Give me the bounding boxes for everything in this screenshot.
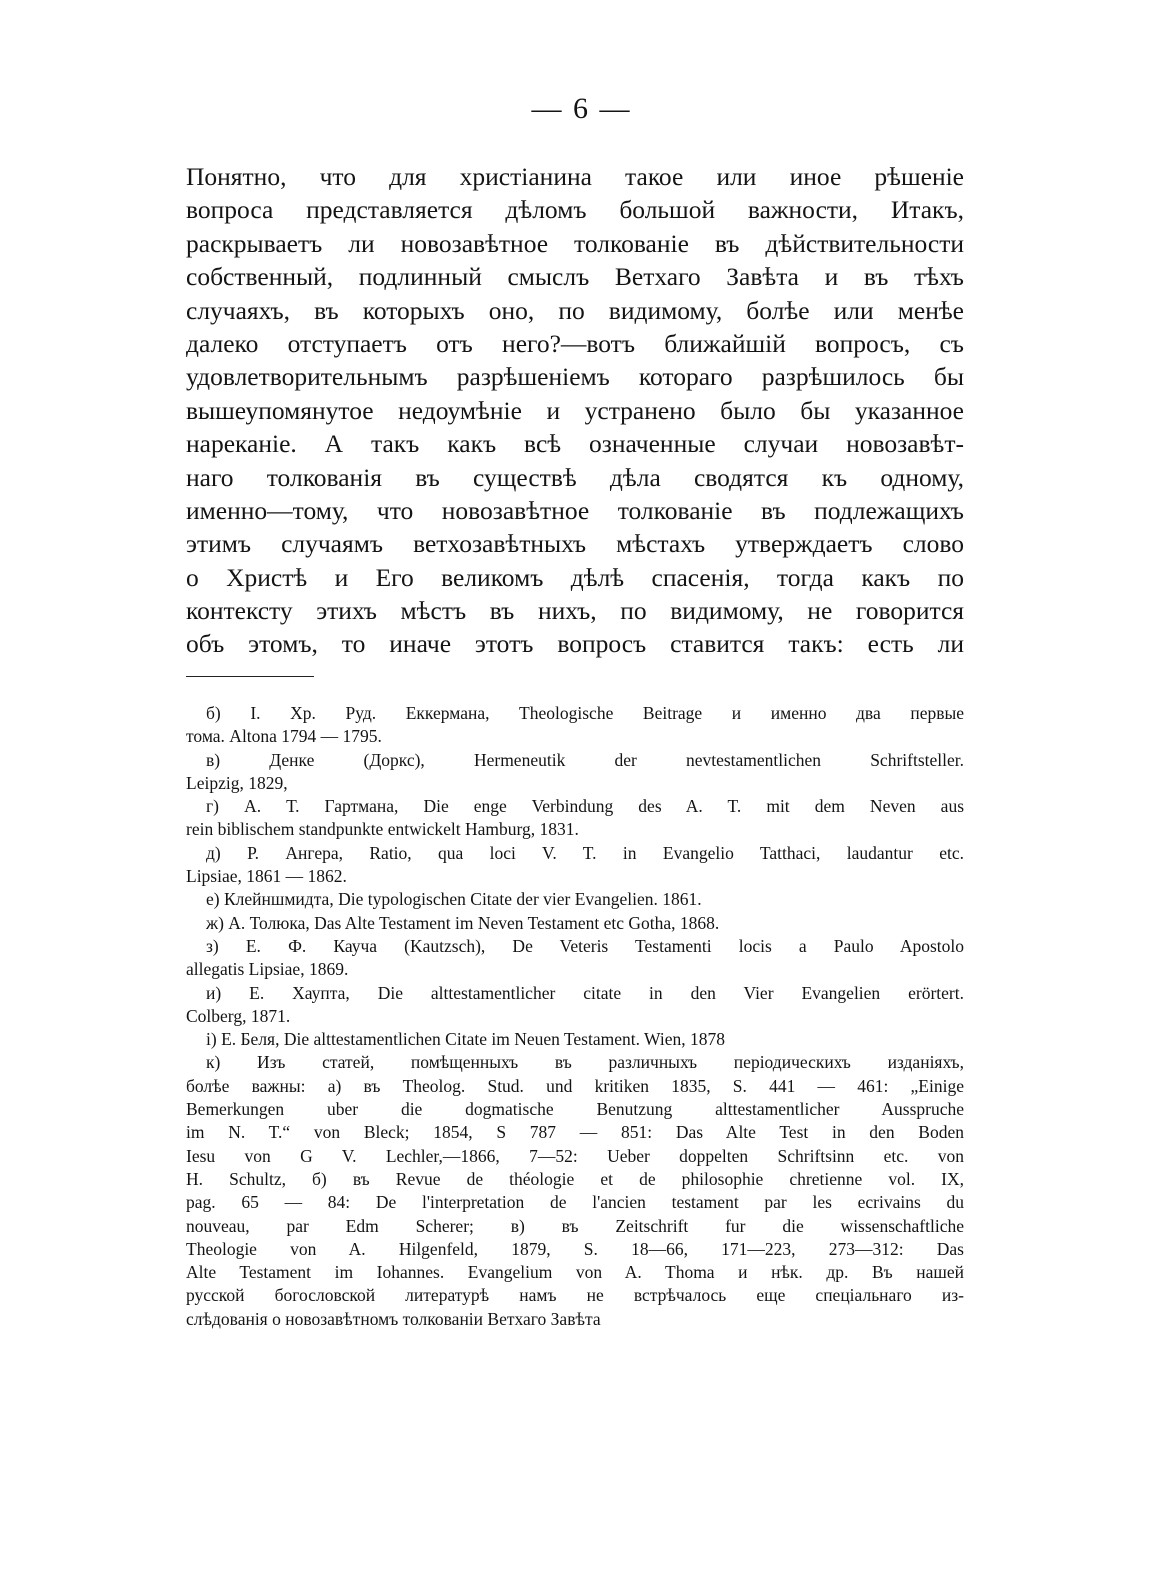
page-number: — 6 — <box>531 92 632 125</box>
body-line: нареканіе. А такъ какъ всѣ означенные случаи новозавѣт- <box>186 429 964 459</box>
body-line: Понятно, что для христіанина такое или иное рѣшеніе <box>186 162 964 191</box>
body-line: вопроса представляется дѣломъ большой важности, Итакъ, <box>186 195 964 225</box>
body-line: наго толкованія въ существѣ дѣла сводятся къ одному, <box>186 462 964 492</box>
body-line: случаяхъ, въ которыхъ оно, по видимому, болѣе или менѣе <box>186 295 964 325</box>
footnote-line: Alte Testament im Iohannes. Evangelium von A. Thoma и нѣк. др. Въ нашей <box>186 1262 964 1283</box>
footnote-line: Colberg, 1871. <box>186 1005 291 1026</box>
footnote-line: г) А. Т. Гартмана, Die enge Verbindung des A. T. mit dem Neven aus <box>206 796 964 817</box>
body-line: собственный, подлинный смыслъ Ветхаго Завѣта и въ тѣхъ <box>186 262 964 292</box>
body-line: объ этомъ, то иначе этотъ вопросъ ставится такъ: есть ли <box>186 629 964 659</box>
footnote-k <box>186 1051 964 1331</box>
footnote-line: тома. Altona 1794 — 1795. <box>186 726 382 747</box>
footnote-line: allegatis Lipsiae, 1869. <box>186 959 349 980</box>
footnote-line: і) Е. Беля, Die alttestamentlichen Citate im Neuen Testament. Wien, 1878 <box>206 1029 725 1050</box>
footnote-i <box>186 982 964 1029</box>
footnote-line: H. Schultz, б) въ Revue de théologie et de philosophie chretienne vol. IX, <box>186 1168 964 1189</box>
footnote-g <box>186 795 964 842</box>
footnote-b <box>186 702 964 749</box>
footnote-line: im N. T.“ von Bleck; 1854, S 787 — 851: Das Alte Test in den Boden <box>186 1122 964 1143</box>
footnote-z <box>186 935 964 982</box>
footnote-line: б) I. Хр. Руд. Еккермана, Theologische Beitrage и именно два первые <box>206 703 964 723</box>
footnote-d <box>186 842 964 889</box>
footnote-line: Theologie von A. Hilgenfeld, 1879, S. 18—66, 171—223, 273—312: Das <box>186 1238 964 1259</box>
footnote-e <box>186 888 964 911</box>
footnote-line: rein biblischem standpunkte entwickelt Hamburg, 1831. <box>186 819 579 840</box>
footnotes <box>186 702 964 1331</box>
footnote-line: pag. 65 — 84: De l'interpretation de l'ancien testament par les ecrivains du <box>186 1192 964 1213</box>
footnote-line: в) Денке (Доркс), Hermeneutik der nevtestamentlichen Schriftsteller. <box>206 749 964 770</box>
footnote-line: и) Е. Хаупта, Die alttestamentlicher citate in den Vier Evangelien erörtert. <box>206 982 964 1003</box>
body-line: о Христѣ и Его великомъ дѣлѣ спасенія, тогда какъ по <box>186 562 964 592</box>
footnote-line: д) Р. Ангера, Ratio, qua loci V. T. in Evangelio Tatthaci, laudantur etc. <box>206 842 964 863</box>
body-line: именно—тому, что новозавѣтное толкованіе въ подлежащихъ <box>186 495 964 525</box>
footnote-line: к) Изъ статей, помѣщенныхъ въ различныхъ періодическихъ изданіяхъ, <box>206 1052 964 1073</box>
footnote-line: слѣдованія о новозавѣтномъ толкованіи Ветхаго Завѣта <box>186 1308 601 1329</box>
footnote-line: Lipsiae, 1861 — 1862. <box>186 866 347 887</box>
body-line: вышеупомянутое недоумѣніе и устранено было бы указанное <box>186 395 964 425</box>
body-line: контексту этихъ мѣстъ въ нихъ, по видимому, не говорится <box>186 596 964 626</box>
footnote-line: nouveau, par Edm Scherer; в) въ Zeitschrift fur die wissenschaftliche <box>186 1215 964 1236</box>
body-line: далеко отступаетъ отъ него?—вотъ ближайшій вопросъ, съ <box>186 328 964 358</box>
body-line: удовлетворительнымъ разрѣшеніемъ котораго разрѣшилось бы <box>186 362 964 392</box>
footnote-line: Iesu von G V. Lechler,—1866, 7—52: Ueber doppelten Schriftsinn etc. von <box>186 1145 964 1166</box>
body-text <box>186 160 964 661</box>
footnote-line: болѣе важны: а) въ Theolog. Stud. und kritiken 1835, S. 441 — 461: „Einige <box>186 1075 964 1096</box>
footnote-i-dot <box>186 1028 964 1051</box>
footnote-line: з) Е. Ф. Кауча (Kautzsch), De Veteris Testamenti locis a Paulo Apostolo <box>206 935 964 956</box>
body-line: раскрываетъ ли новозавѣтное толкованіе въ дѣйствительности <box>186 228 964 258</box>
footnote-line: Leipzig, 1829, <box>186 772 288 793</box>
footnote-line: ж) А. Толюка, Das Alte Testament im Neven Testament etc Gotha, 1868. <box>206 912 720 933</box>
footnote-v <box>186 749 964 796</box>
footnote-line: русской богословской литературѣ намъ не встрѣчалось еще спеціальнаго из- <box>186 1285 964 1306</box>
body-line: этимъ случаямъ ветхозавѣтныхъ мѣстахъ утверждаетъ слово <box>186 529 964 559</box>
footnote-zh <box>186 912 964 935</box>
footnote-line: Bemerkungen uber die dogmatische Benutzung alttestamentlicher Ausspruche <box>186 1099 964 1120</box>
footnote-divider <box>186 676 314 677</box>
footnote-line: е) Клейншмидта, Die typologischen Citate der vier Evangelien. 1861. <box>206 889 702 910</box>
